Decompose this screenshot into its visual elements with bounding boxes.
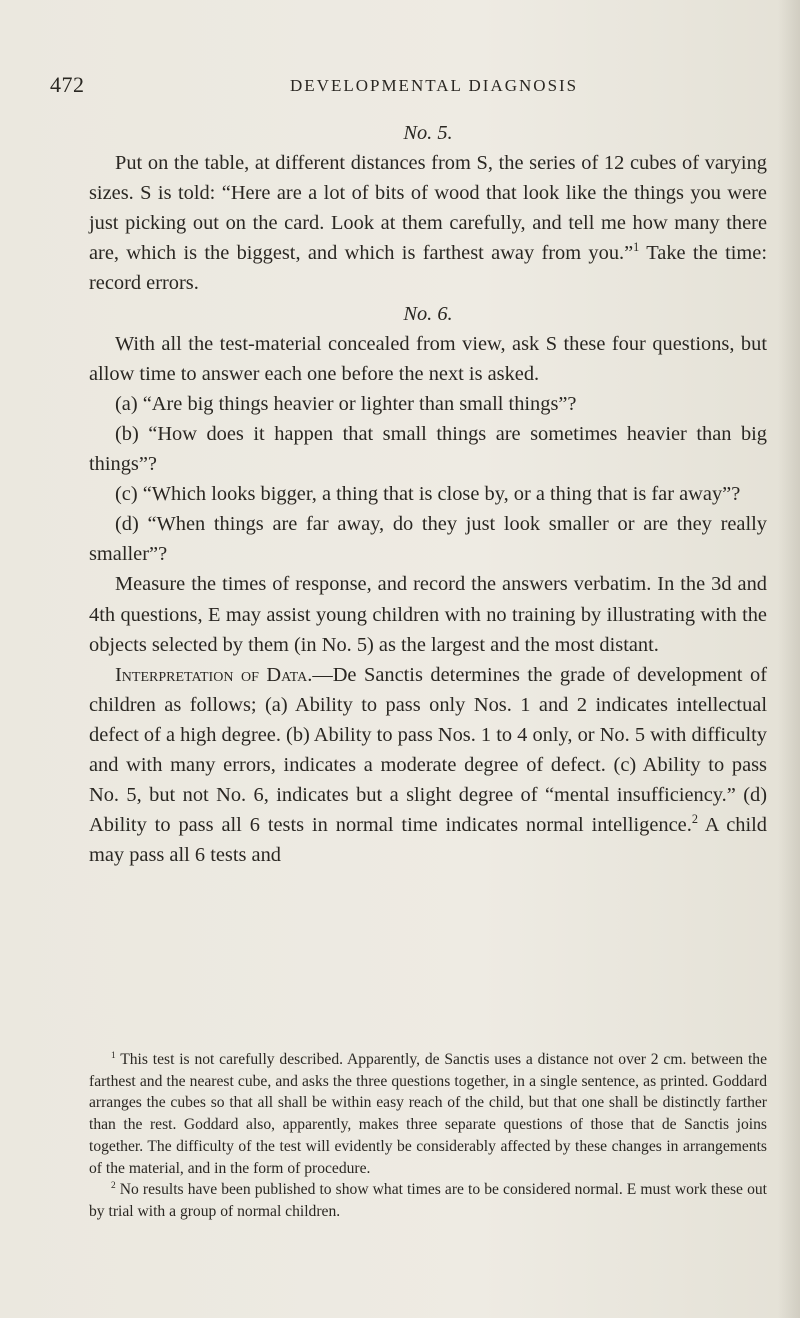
running-head: DEVELOPMENTAL DIAGNOSIS xyxy=(290,76,579,95)
question-a: (a) “Are big things heavier or lighter than small things”? xyxy=(115,392,577,415)
interpretation-label: Interpretation of Data. xyxy=(115,663,313,686)
paragraph-test-6: With all the test-material concealed from view, ask S these four questions, but allow time to answer each one before the next is asked. xyxy=(89,332,767,385)
interpretation-tail: A child may pass all 6 tests and xyxy=(89,814,767,867)
footnote-ref-1: 1 xyxy=(633,240,640,255)
footnote-ref-2: 2 xyxy=(691,812,698,827)
footnote-1 xyxy=(89,1049,767,1179)
page-edge-shadow xyxy=(778,0,800,1318)
footnote-2-text: No results have been published to show what times are to be considered normal. E must work these out by trial with a group of normal children. xyxy=(89,1181,767,1220)
test-heading-6: No. 6. xyxy=(403,302,453,325)
footnotes xyxy=(89,1049,767,1223)
question-c: (c) “Which looks bigger, a thing that is close by, or a thing that is far away”? xyxy=(115,483,741,506)
footnote-2-mark: 2 xyxy=(111,1181,116,1192)
question-b: (b) “How does it happen that small things are sometimes heavier than big things”? xyxy=(89,422,767,476)
question-d: (d) “When things are far away, do they just look smaller or are they really smaller”? xyxy=(89,513,767,566)
body-text xyxy=(89,118,767,870)
paragraph-test-5 xyxy=(89,148,767,298)
paragraph-measure: Measure the times of response, and record the answers verbatim. In the 3d and 4th questions, E may assist young children with no training by illustrating with the objects selected by them (in No. 5) as the largest and the most distant. xyxy=(89,573,767,656)
page-number: 472 xyxy=(50,72,85,97)
paragraph-test-5-text: Put on the table, at different distances from S, the series of 12 cubes of varying sizes. S is told: “Here are a lot of bits of wood that look like the things you were just picking out on the card. Look at them carefully, and tell me how many there are, which is the biggest, and which is farthest away from you.” xyxy=(89,152,767,265)
paragraph-test-5-tail: Take the time: record errors. xyxy=(89,242,768,295)
footnote-1-text: This test is not carefully described. Apparently, de Sanctis uses a distance not over 2 cm. between the farthest and the nearest cube, and asks the three questions together, in a single sentence, as printed. Goddard arranges the cubes so that all shall be within easy reach of the child, but that one shall be distinctly farther than the rest. Goddard also, apparently, makes three separate questions of those that de Sanctis joins together. The difficulty of the test will evidently be considerably affected by these changes in arrangements of the material, and in the form of procedure. xyxy=(89,1051,767,1177)
footnote-2 xyxy=(89,1179,767,1222)
test-heading-5: No. 5. xyxy=(403,122,453,144)
paragraph-interpretation xyxy=(89,660,767,871)
interpretation-text: —De Sanctis determines the grade of development of children as follows; (a) Ability to pass only Nos. 1 and 2 indicates intellectual defect of a high degree. (b) Ability to pass Nos. 1 to 4 only, or No. 5 with difficulty and with many errors, indicates a moderate degree of defect. (c) Ability to pass No. 5, but not No. 6, indicates but a slight degree of “mental insufficiency.” (d) Ability to pass all 6 tests in normal time indicates normal intelligence. xyxy=(89,663,767,837)
footnote-1-mark: 1 xyxy=(111,1050,116,1061)
